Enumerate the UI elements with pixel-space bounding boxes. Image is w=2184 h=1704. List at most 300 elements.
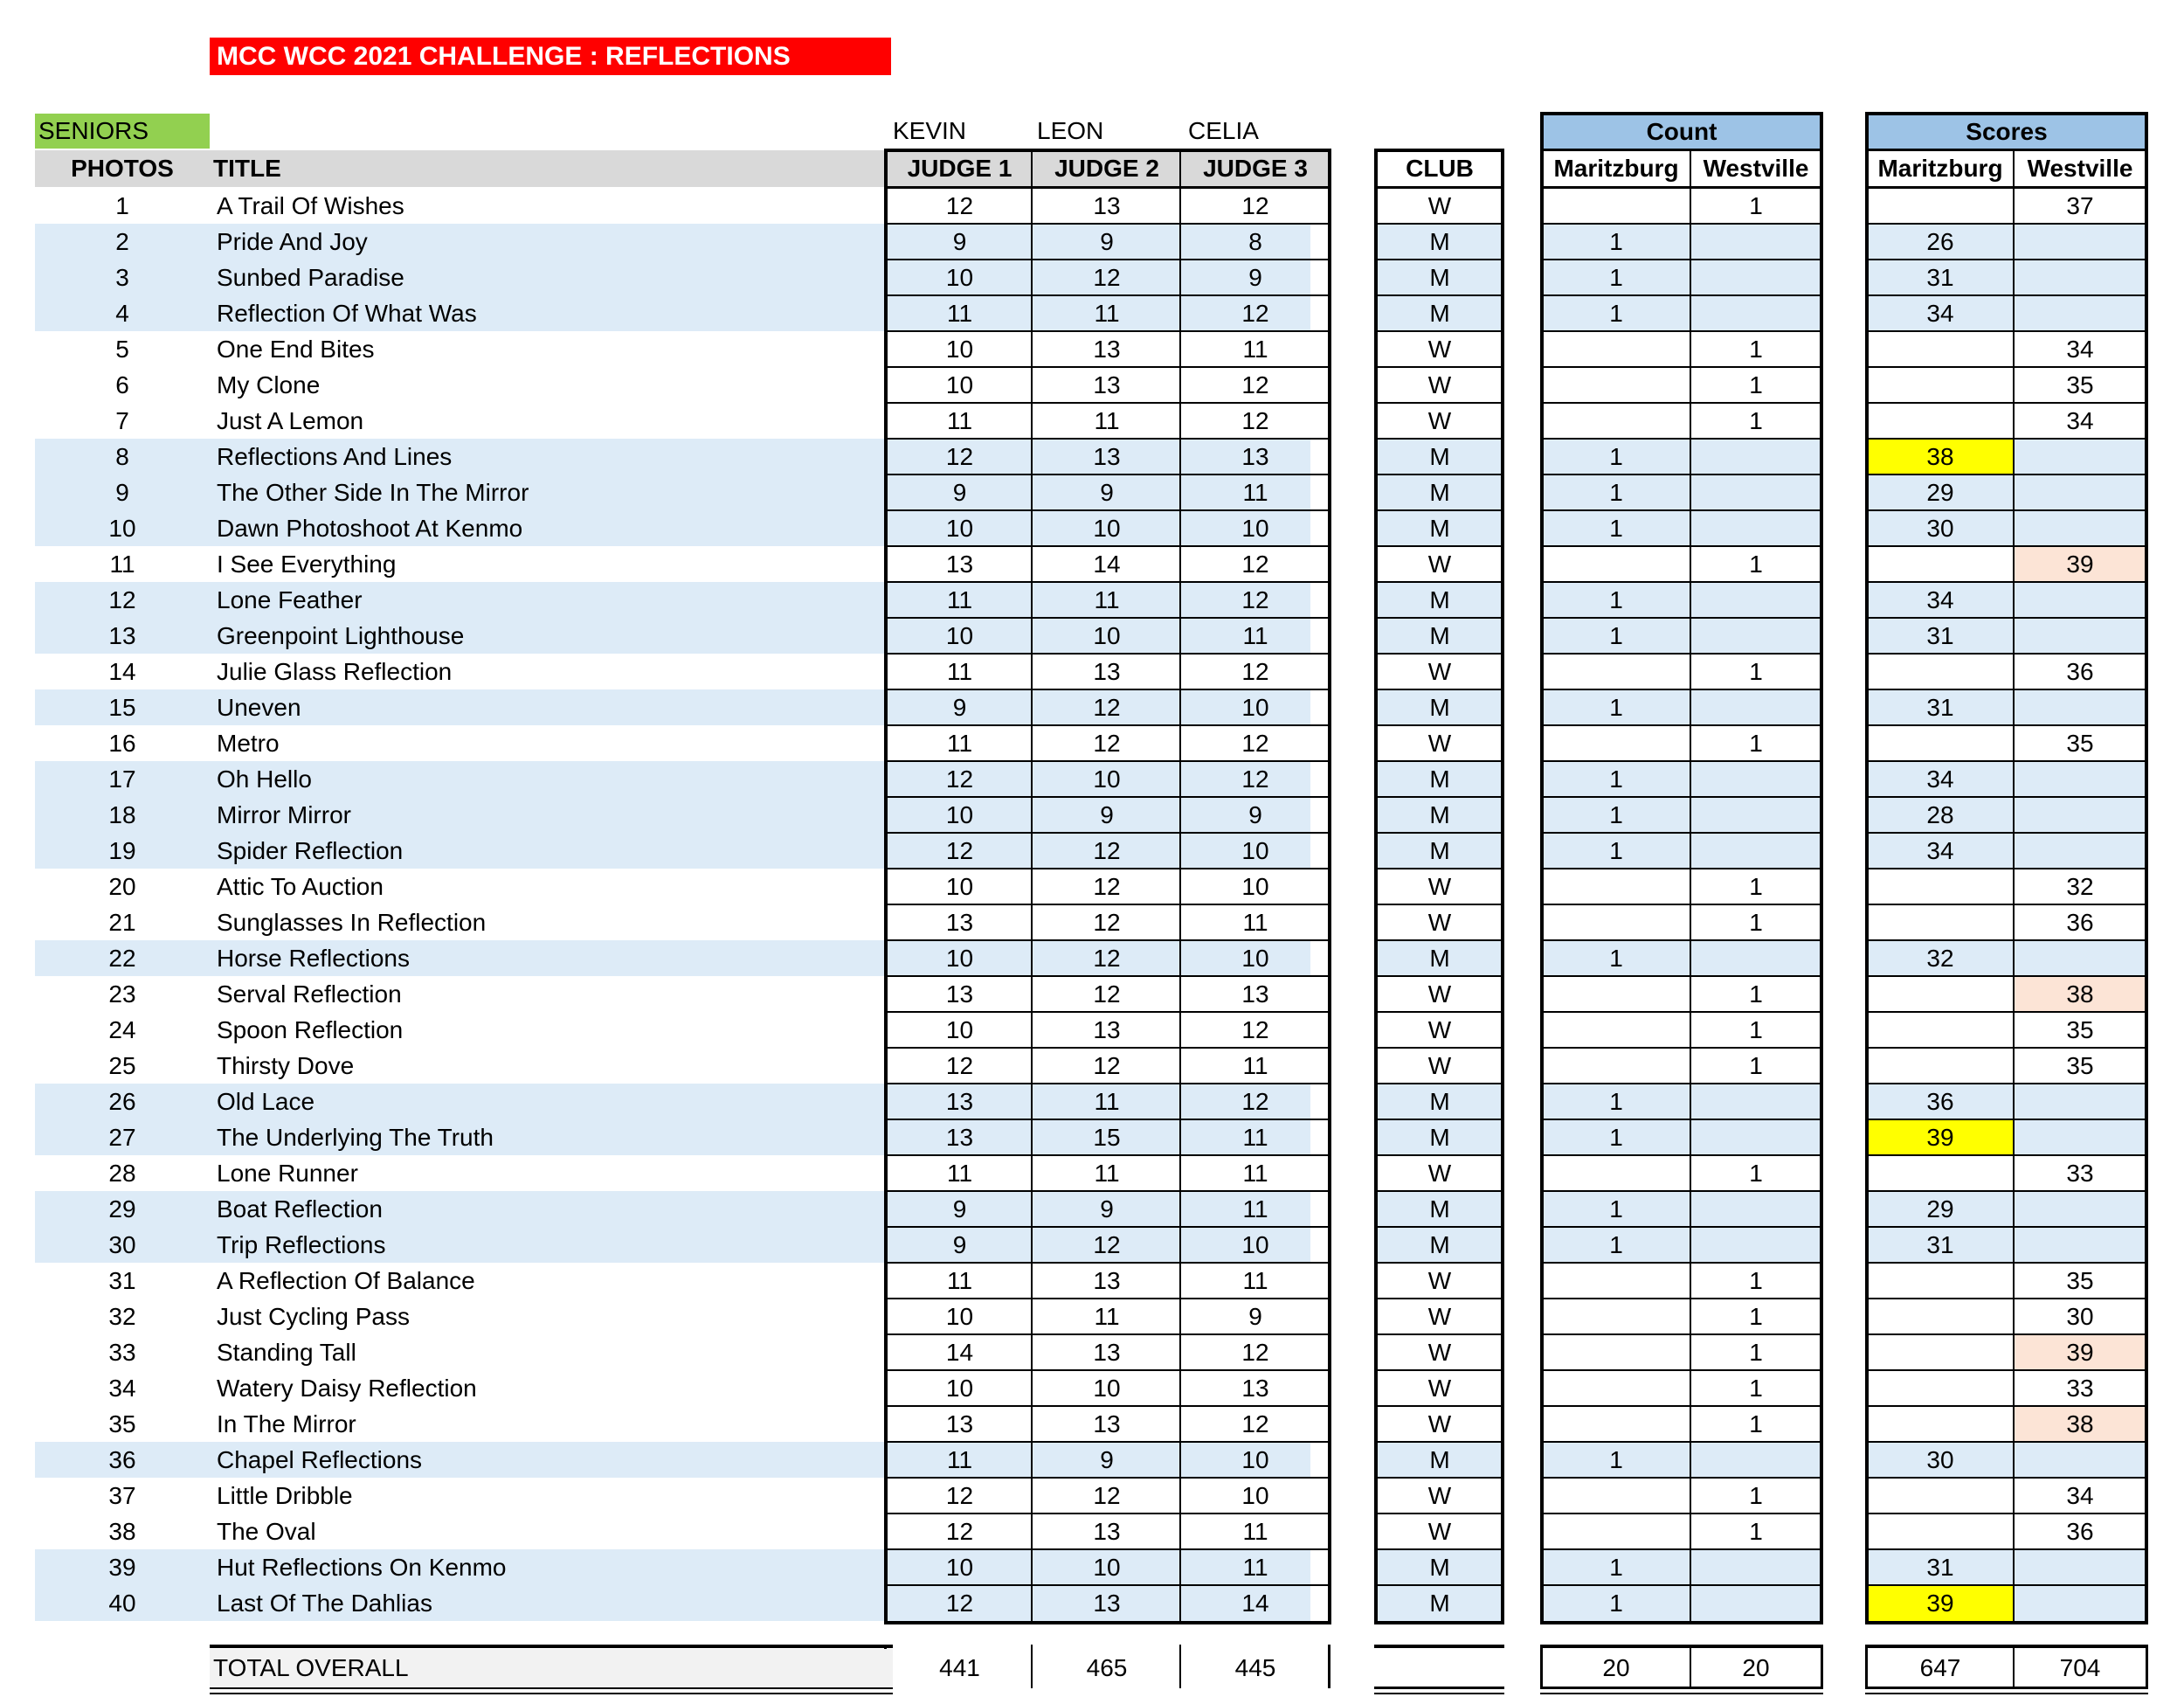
club-code: M (1429, 443, 1450, 470)
row-separator (1868, 438, 2146, 440)
judge-3-score: 10 (1241, 1482, 1269, 1509)
score-maritzburg (1867, 1370, 2014, 1406)
judge-3-score: 11 (1242, 1195, 1268, 1223)
score-maritzburg: 34 (1926, 765, 1954, 793)
count-westville: 1 (1749, 192, 1763, 219)
row-separator (1377, 1477, 1503, 1479)
totals-top (1865, 1645, 2148, 1648)
judge-2-score: 11 (1094, 300, 1120, 327)
row-separator (1377, 760, 1503, 762)
judge-1-score: 10 (945, 371, 974, 398)
judge-2-score: 9 (1100, 1195, 1114, 1223)
judge-1-score: 10 (945, 622, 974, 649)
photo-number: 12 (108, 586, 136, 613)
count-westville (1690, 797, 1821, 833)
photo-number: 37 (108, 1482, 136, 1509)
table-row (0, 689, 2184, 725)
judge-1-score: 10 (945, 1016, 974, 1043)
row-separator (1543, 1548, 1821, 1550)
judge-2-score: 11 (1094, 407, 1120, 434)
row-separator (1868, 1154, 2146, 1156)
row-separator (1543, 939, 1821, 941)
row-separator (1868, 1298, 2146, 1299)
score-maritzburg: 30 (1926, 515, 1954, 542)
score-maritzburg: 31 (1926, 1231, 1954, 1258)
row-separator (1543, 1190, 1821, 1192)
table-row (0, 1084, 2184, 1119)
photo-number: 34 (108, 1375, 136, 1402)
judge-1-score: 9 (952, 694, 967, 721)
row-separator (1377, 1584, 1503, 1586)
row-separator (1377, 474, 1503, 475)
count-westville (1690, 582, 1821, 618)
row-separator (1377, 581, 1503, 583)
photo-number: 16 (108, 730, 136, 757)
count-westville: 1 (1749, 407, 1763, 434)
judge-3-score: 11 (1242, 479, 1268, 506)
row-separator (1543, 975, 1821, 977)
score-westville (2014, 582, 2146, 618)
table-row (0, 976, 2184, 1012)
count-westville (1690, 1191, 1821, 1227)
judges-border-top (884, 149, 1331, 152)
count-maritzburg (1542, 331, 1690, 367)
count-westville (1690, 940, 1821, 976)
score-westville (2014, 260, 2146, 295)
judge-2-score: 12 (1093, 837, 1121, 864)
club-code: M (1429, 479, 1450, 506)
club-header-divider (1374, 186, 1504, 189)
club-code: W (1427, 1016, 1452, 1043)
judge-2-score: 12 (1093, 1052, 1121, 1079)
table-row (0, 331, 2184, 367)
row-separator (1868, 1477, 2146, 1479)
photo-number: 20 (108, 873, 136, 900)
table-row (0, 1048, 2184, 1084)
row-separator (1377, 1441, 1503, 1443)
judge-1-score: 11 (946, 586, 973, 613)
score-maritzburg (1867, 1334, 2014, 1370)
table-row (0, 1442, 2184, 1478)
row-separator (1377, 294, 1503, 296)
photo-number: 7 (115, 407, 129, 434)
row-separator (1543, 1584, 1821, 1586)
judges-header-divider (884, 186, 1331, 189)
totals-bottom (1374, 1687, 1504, 1689)
count-maritzburg (1542, 188, 1690, 224)
row-separator (887, 617, 1329, 619)
judge-1-score: 13 (945, 980, 974, 1008)
count-westville: 1 (1749, 1410, 1763, 1437)
score-westville: 36 (2066, 909, 2094, 936)
judge-1-score: 10 (945, 1303, 974, 1330)
row-separator (1543, 760, 1821, 762)
table-row (0, 1334, 2184, 1370)
club-code: W (1427, 1518, 1452, 1545)
row-separator (1868, 1047, 2146, 1049)
score-westville: 36 (2066, 658, 2094, 685)
club-border-right (1501, 149, 1504, 1623)
total-count-maritzburg: 20 (1602, 1654, 1630, 1681)
row-separator (1543, 1083, 1821, 1084)
photos-header: PHOTOS (71, 155, 174, 182)
table-row (0, 761, 2184, 797)
score-maritzburg: 36 (1926, 1088, 1954, 1115)
totals-top (1374, 1645, 1504, 1648)
club-code: M (1429, 300, 1450, 327)
count-westville: 1 (1749, 1482, 1763, 1509)
count-westville: 1 (1749, 1339, 1763, 1366)
club-code: W (1427, 1339, 1452, 1366)
judge-1-score: 10 (945, 336, 974, 363)
total-judge-1: 441 (939, 1654, 980, 1681)
judge-2-score: 12 (1093, 730, 1121, 757)
count-maritzburg (1542, 1048, 1690, 1084)
count-westville (1690, 689, 1821, 725)
row-separator (1377, 1513, 1503, 1514)
count-maritzburg (1542, 1155, 1690, 1191)
score-maritzburg (1867, 367, 2014, 403)
photo-number: 27 (108, 1124, 136, 1151)
count-westville (1690, 1084, 1821, 1119)
score-maritzburg (1867, 725, 2014, 761)
score-maritzburg: 39 (1867, 1119, 2014, 1155)
count-westville (1690, 224, 1821, 260)
count-header-divider (1540, 186, 1823, 189)
row-separator (1543, 1298, 1821, 1299)
row-separator (1377, 438, 1503, 440)
judge-divider (1031, 150, 1033, 1621)
score-westville (2014, 1227, 2146, 1263)
row-separator (1543, 617, 1821, 619)
row-separator (1377, 1011, 1503, 1013)
judge-3-score: 11 (1242, 1267, 1268, 1294)
row-separator (1868, 294, 2146, 296)
judge-2-score: 10 (1093, 1375, 1121, 1402)
judge-1-score: 11 (946, 1160, 973, 1187)
row-separator (1377, 724, 1503, 726)
score-westville (2014, 689, 2146, 725)
count-westville: 1 (1749, 1267, 1763, 1294)
count-maritzburg (1542, 725, 1690, 761)
table-row (0, 1012, 2184, 1048)
count-westville (1690, 1119, 1821, 1155)
row-separator (887, 259, 1329, 260)
count-maritzburg (1542, 1334, 1690, 1370)
row-separator (887, 1369, 1329, 1371)
scores-subheader-divider (1865, 149, 2148, 151)
judge-3-score: 11 (1242, 1052, 1268, 1079)
photo-title: Mirror Mirror (217, 801, 351, 828)
row-separator (1377, 402, 1503, 404)
judge-1-score: 13 (945, 551, 974, 578)
score-maritzburg: 30 (1926, 1446, 1954, 1473)
score-westville: 32 (2066, 873, 2094, 900)
row-separator (887, 689, 1329, 690)
club-code: M (1429, 765, 1450, 793)
judges-border-left (884, 149, 888, 1623)
row-separator (1868, 868, 2146, 869)
score-westville: 35 (2066, 730, 2094, 757)
judge-1-score: 9 (952, 479, 967, 506)
photo-title: Last Of The Dahlias (217, 1590, 432, 1617)
row-separator (1868, 1333, 2146, 1335)
photo-title: Lone Runner (217, 1160, 358, 1187)
count-maritzburg: 1 (1609, 837, 1623, 864)
photo-number: 14 (108, 658, 136, 685)
judge-1-score: 11 (946, 407, 973, 434)
photo-title: Chapel Reflections (217, 1446, 423, 1473)
score-westville (2014, 1119, 2146, 1155)
count-maritzburg: 1 (1609, 945, 1623, 972)
table-row (0, 188, 2184, 224)
judge-2-score: 12 (1093, 945, 1121, 972)
club-code: W (1427, 1482, 1452, 1509)
judge-3-score: 11 (1242, 336, 1268, 363)
judge-3-score: 10 (1241, 1446, 1269, 1473)
row-separator (1543, 581, 1821, 583)
row-separator (1377, 509, 1503, 511)
score-maritzburg: 34 (1926, 300, 1954, 327)
row-separator (1377, 1226, 1503, 1228)
row-separator (1868, 1011, 2146, 1013)
table-row (0, 833, 2184, 869)
count-maritzburg (1542, 1263, 1690, 1299)
club-code: W (1427, 371, 1452, 398)
judge-3-score: 12 (1241, 407, 1269, 434)
count-westville (1690, 439, 1821, 474)
totals-double-underline (1865, 1693, 2148, 1694)
photo-title: Julie Glass Reflection (217, 658, 453, 685)
score-maritzburg: 39 (1867, 1585, 2014, 1621)
score-westville (2014, 618, 2146, 654)
photo-number: 11 (109, 551, 135, 578)
row-separator (1868, 581, 2146, 583)
table-row (0, 224, 2184, 260)
photo-number: 1 (115, 192, 129, 219)
table-row (0, 474, 2184, 510)
score-maritzburg: 34 (1926, 837, 1954, 864)
count-westville: 1 (1749, 336, 1763, 363)
judge-2-header: JUDGE 2 (1033, 150, 1181, 187)
score-westville (2014, 1084, 2146, 1119)
score-westville (2014, 1191, 2146, 1227)
judge-3-score: 12 (1241, 371, 1269, 398)
judge-divider (1179, 150, 1181, 1621)
judge-3-score: 12 (1241, 300, 1269, 327)
photo-number: 3 (115, 264, 129, 291)
judge-2-score: 12 (1093, 1482, 1121, 1509)
count-westville (1690, 1585, 1821, 1621)
photo-title: Just A Lemon (217, 407, 364, 434)
score-maritzburg (1867, 1514, 2014, 1549)
judge-2-score: 10 (1093, 1554, 1121, 1581)
judge-1-score: 12 (945, 1518, 974, 1545)
judge-3-score: 10 (1241, 515, 1269, 542)
row-separator (1868, 366, 2146, 368)
score-maritzburg (1867, 546, 2014, 582)
club-code: M (1429, 1124, 1450, 1151)
row-separator (1868, 1584, 2146, 1586)
table-row (0, 403, 2184, 439)
row-separator (887, 1226, 1329, 1228)
row-separator (1543, 1011, 1821, 1013)
judge-3-score: 12 (1241, 586, 1269, 613)
total-score-maritzburg: 647 (1919, 1654, 1961, 1681)
judge-3-score: 10 (1241, 694, 1269, 721)
row-separator (1543, 1513, 1821, 1514)
judge-3-score: 9 (1248, 264, 1262, 291)
judge-2-score: 10 (1093, 765, 1121, 793)
count-maritzburg: 1 (1609, 586, 1623, 613)
count-header: Count (1542, 114, 1821, 150)
row-separator (1868, 1190, 2146, 1192)
judge-2-score: 11 (1094, 1088, 1120, 1115)
judge-1-score: 13 (945, 1088, 974, 1115)
table-row (0, 1263, 2184, 1299)
row-separator (887, 796, 1329, 798)
total-judge-2: 465 (1086, 1654, 1128, 1681)
row-separator (1543, 1477, 1821, 1479)
row-separator (1868, 402, 2146, 404)
row-separator (887, 832, 1329, 834)
row-separator (1543, 796, 1821, 798)
photo-title: Standing Tall (217, 1339, 356, 1366)
club-header: CLUB (1406, 155, 1474, 182)
row-separator (1377, 259, 1503, 260)
row-separator (1543, 474, 1821, 475)
judge-3-score: 12 (1241, 730, 1269, 757)
row-separator (1377, 868, 1503, 869)
judge-2-score: 13 (1093, 371, 1121, 398)
judge-2-score: 12 (1093, 873, 1121, 900)
club-code: W (1427, 1375, 1452, 1402)
photo-title: Just Cycling Pass (217, 1303, 410, 1330)
table-row (0, 260, 2184, 295)
club-code: W (1427, 909, 1452, 936)
photo-title: Sunglasses In Reflection (217, 909, 487, 936)
row-separator (887, 438, 1329, 440)
row-separator (887, 1298, 1329, 1299)
judge-2-score: 13 (1093, 658, 1121, 685)
judge-3-score: 13 (1241, 1375, 1269, 1402)
club-code: W (1427, 551, 1452, 578)
score-westville: 35 (2066, 1267, 2094, 1294)
count-westville: 1 (1749, 1052, 1763, 1079)
photo-title: Trip Reflections (217, 1231, 386, 1258)
judge-1-score: 10 (945, 1375, 974, 1402)
row-separator (887, 653, 1329, 655)
row-separator (1377, 796, 1503, 798)
score-maritzburg: 31 (1926, 622, 1954, 649)
score-westville: 35 (2066, 1052, 2094, 1079)
row-separator (887, 1477, 1329, 1479)
count-westville (1690, 510, 1821, 546)
row-separator (1377, 1262, 1503, 1264)
judge-2-score: 13 (1093, 443, 1121, 470)
row-separator (1543, 545, 1821, 547)
judge-1-score: 12 (945, 1052, 974, 1079)
table-row (0, 904, 2184, 940)
row-separator (1377, 939, 1503, 941)
count-maritzburg (1542, 904, 1690, 940)
row-separator (887, 1584, 1329, 1586)
section-label: SENIORS (35, 114, 210, 149)
row-separator (1543, 689, 1821, 690)
row-separator (1543, 1047, 1821, 1049)
judge-1-score: 12 (945, 1590, 974, 1617)
club-code: M (1429, 1554, 1450, 1581)
totals-double-underline (1374, 1693, 1504, 1694)
club-code: W (1427, 873, 1452, 900)
totals-double-underline (1540, 1693, 1823, 1694)
table-row (0, 1119, 2184, 1155)
row-separator (887, 1548, 1329, 1550)
count-maritzburg: 1 (1609, 1195, 1623, 1223)
judge-3-score: 11 (1242, 1554, 1268, 1581)
title-header: TITLE (213, 155, 281, 182)
photo-number: 21 (108, 909, 136, 936)
photo-title: Oh Hello (217, 765, 312, 793)
table-row (0, 1370, 2184, 1406)
count-maritzburg: 1 (1609, 1554, 1623, 1581)
score-maritzburg: 32 (1926, 945, 1954, 972)
photo-title: Dawn Photoshoot At Kenmo (217, 515, 523, 542)
judge-1-score: 9 (952, 1195, 967, 1223)
judge-2-score: 12 (1093, 980, 1121, 1008)
score-westville (2014, 761, 2146, 797)
row-separator (887, 975, 1329, 977)
score-maritzburg (1867, 869, 2014, 904)
judge-2-score: 13 (1093, 1267, 1121, 1294)
row-separator (1543, 1119, 1821, 1120)
count-maritzburg (1542, 1514, 1690, 1549)
judge-1-score: 12 (945, 1482, 974, 1509)
table-row (0, 439, 2184, 474)
score-maritzburg (1867, 1406, 2014, 1442)
row-separator (887, 1190, 1329, 1192)
score-westville (2014, 510, 2146, 546)
score-westville (2014, 833, 2146, 869)
score-westville (2014, 224, 2146, 260)
row-separator (1868, 474, 2146, 475)
club-code: M (1429, 622, 1450, 649)
judges-border-bottom (884, 1621, 1331, 1624)
count-maritzburg: 1 (1609, 228, 1623, 255)
table-row (0, 546, 2184, 582)
row-separator (887, 1405, 1329, 1407)
judge-1-score: 10 (945, 801, 974, 828)
count-westville (1690, 260, 1821, 295)
row-separator (1543, 330, 1821, 332)
row-separator (1868, 509, 2146, 511)
row-separator (1377, 653, 1503, 655)
row-separator (887, 474, 1329, 475)
photo-number: 30 (108, 1231, 136, 1258)
count-maritzburg: 1 (1609, 1124, 1623, 1151)
score-westville: 34 (2066, 407, 2094, 434)
photo-title: Sunbed Paradise (217, 264, 404, 291)
count-maritzburg (1542, 869, 1690, 904)
count-westville-header: Westville (1703, 155, 1809, 182)
judge-1-score: 12 (945, 443, 974, 470)
photo-number: 6 (115, 371, 129, 398)
count-westville (1690, 474, 1821, 510)
photo-number: 13 (108, 622, 136, 649)
totals-top (1540, 1645, 1823, 1648)
count-westville (1690, 761, 1821, 797)
row-separator (1543, 438, 1821, 440)
